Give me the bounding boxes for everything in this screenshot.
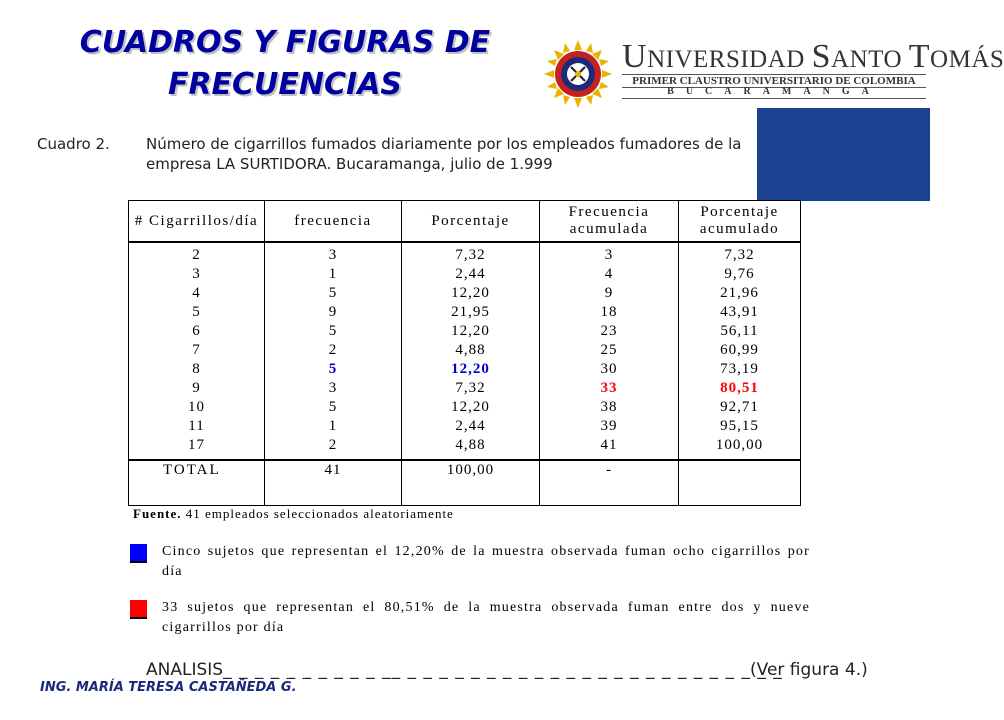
table-row: 10 5 12,20 38 92,71 (129, 398, 801, 417)
header-porcentaje-acumulado: Porcentaje acumulado (679, 201, 801, 243)
university-seal-icon (544, 40, 612, 108)
decorative-blue-box (757, 108, 930, 201)
table-row-highlight-red: 9 3 7,32 33 80,51 (129, 379, 801, 398)
header-frecuencia: frecuencia (265, 201, 402, 243)
table-header-row (129, 201, 801, 243)
university-city: BUCARAMANGA (622, 86, 926, 99)
title-line-1: CUADROS Y FIGURAS DE (79, 25, 491, 60)
legend-item-blue (130, 542, 810, 582)
legend-text: Cinco sujetos que representan el 12,20% de la muestra observada fuman ocho cigarrillos por día (162, 544, 810, 579)
frequency-table (128, 200, 801, 506)
header-cigarrillos: # Cigarrillos/día (129, 201, 265, 243)
cuadro-label: Cuadro 2. (37, 135, 110, 153)
header-porcentaje: Porcentaje (402, 201, 540, 243)
analysis-label: ANALISIS (146, 660, 224, 680)
total-frecuencia: 41 (265, 460, 402, 506)
table-row: 3 1 2,44 4 9,76 (129, 265, 801, 284)
analysis-blanks: _ _ _ _ _ _ _ _ _ _ __ _ _ _ _ _ _ _ _ _ _ _ _ _ _ _ _ _ _ _ _ _ _ _ _ (223, 660, 783, 680)
legend-item-red (130, 598, 810, 638)
table-row: 6 5 12,20 23 56,11 (129, 322, 801, 341)
table-row: 4 5 12,20 9 21,96 (129, 284, 801, 303)
total-porcentaje-acumulado (679, 460, 801, 506)
university-subtitle: PRIMER CLAUSTRO UNIVERSITARIO DE COLOMBIA (622, 74, 926, 88)
analysis-line (146, 660, 783, 680)
source-note: Fuente. 41 empleados seleccionados aleatoriamente (133, 506, 454, 521)
total-label: TOTAL (129, 460, 265, 506)
page-title (40, 22, 530, 106)
university-name: UNIVERSIDAD SANTO TOMÁS (622, 38, 1004, 75)
legend-text: 33 sujetos que representan el 80,51% de la muestra observada fuman entre dos y nueve cigarrillos por día (162, 600, 810, 635)
table-row: 17 2 4,88 41 100,00 (129, 436, 801, 460)
table-total-row (129, 460, 801, 506)
table-row: 5 9 21,95 18 43,91 (129, 303, 801, 322)
title-line-2: FRECUENCIAS (167, 67, 403, 102)
red-swatch (130, 600, 147, 619)
cuadro-description: Número de cigarrillos fumados diariamente por los empleados fumadores de la empresa LA SURTIDORA. Bucaramanga, julio de 1.999 (146, 135, 742, 173)
table-row: 7 2 4,88 25 60,99 (129, 341, 801, 360)
blue-swatch (130, 544, 147, 563)
total-porcentaje: 100,00 (402, 460, 540, 506)
table-row-highlight-blue: 8 5 12,20 30 73,19 (129, 360, 801, 379)
author-footer: ING. MARÍA TERESA CASTAÑEDA G. (40, 680, 297, 695)
table-row: 11 1 2,44 39 95,15 (129, 417, 801, 436)
figure-reference: (Ver figura 4.) (750, 660, 868, 680)
table-row: 2 3 7,32 3 7,32 (129, 242, 801, 265)
total-frecuencia-acumulada: - (540, 460, 679, 506)
header-frecuencia-acumulada: Frecuencia acumulada (540, 201, 679, 243)
